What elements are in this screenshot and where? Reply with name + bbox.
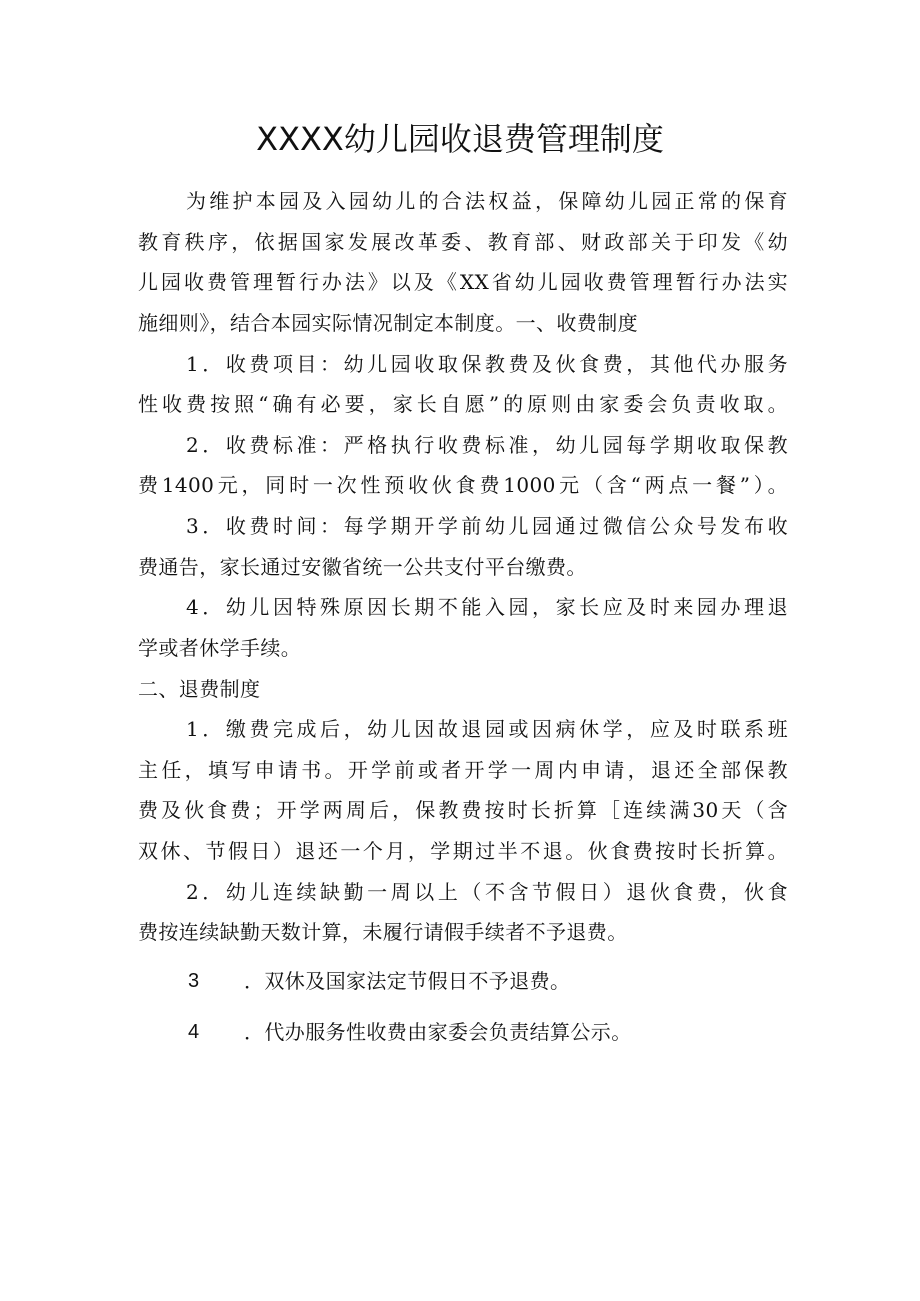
- document-title: XXXX幼儿园收退费管理制度: [256, 120, 664, 158]
- paragraph-line: 学或者休学手续。: [138, 636, 302, 660]
- paragraph-line: 1．缴费完成后，幼儿因故退园或因病休学，应及时联系班: [186, 717, 788, 741]
- paragraph-line: 2．幼儿连续缺勤一周以上（不含节假日）退伙食费，伙食: [186, 880, 788, 904]
- paragraph-line: 教育秩序，依据国家发展改革委、教育部、财政部关于印发《幼: [138, 230, 788, 254]
- paragraph-line: 施细则》，结合本园实际情况制定本制度。一、收费制度: [138, 311, 638, 335]
- paragraph-line: 费按连续缺勤天数计算，未履行请假手续者不予退费。: [138, 920, 628, 944]
- paragraph-line: 4．幼儿因特殊原因长期不能入园，家长应及时来园办理退: [186, 595, 788, 619]
- paragraph-line: 费1400元，同时一次性预收伙食费1000元（含“两点一餐”）。: [138, 473, 788, 497]
- section-heading: 二、退费制度: [138, 677, 261, 701]
- list-number: 3: [188, 970, 200, 992]
- list-item-text: ．双休及国家法定节假日不予退费。: [244, 969, 571, 993]
- paragraph-line: 2．收费标准：严格执行收费标准，幼儿园每学期收取保教: [186, 433, 788, 457]
- paragraph-line: 1．收费项目：幼儿园收取保教费及伙食费，其他代办服务: [186, 352, 788, 376]
- list-number: 4: [188, 1021, 200, 1043]
- paragraph-line: 双休、节假日）退还一个月，学期过半不退。伙食费按时长折算。: [138, 839, 788, 863]
- paragraph-line: 性收费按照“确有必要，家长自愿”的原则由家委会负责收取。: [138, 392, 788, 416]
- paragraph-line: 儿园收费管理暂行办法》以及《XX省幼儿园收费管理暂行办法实: [138, 270, 788, 294]
- paragraph-line: 主任，填写申请书。开学前或者开学一周内申请，退还全部保教: [138, 758, 788, 782]
- paragraph-line: 为维护本园及入园幼儿的合法权益，保障幼儿园正常的保育: [186, 189, 788, 213]
- paragraph-line: 费通告，家长通过安徽省统一公共支付平台缴费。: [138, 555, 587, 579]
- paragraph-line: 费及伙食费；开学两周后，保教费按时长折算［连续满30天（含: [138, 798, 788, 822]
- paragraph-line: 3．收费时间：每学期开学前幼儿园通过微信公众号发布收: [186, 514, 788, 538]
- list-item-text: ．代办服务性收费由家委会负责结算公示。: [244, 1020, 632, 1044]
